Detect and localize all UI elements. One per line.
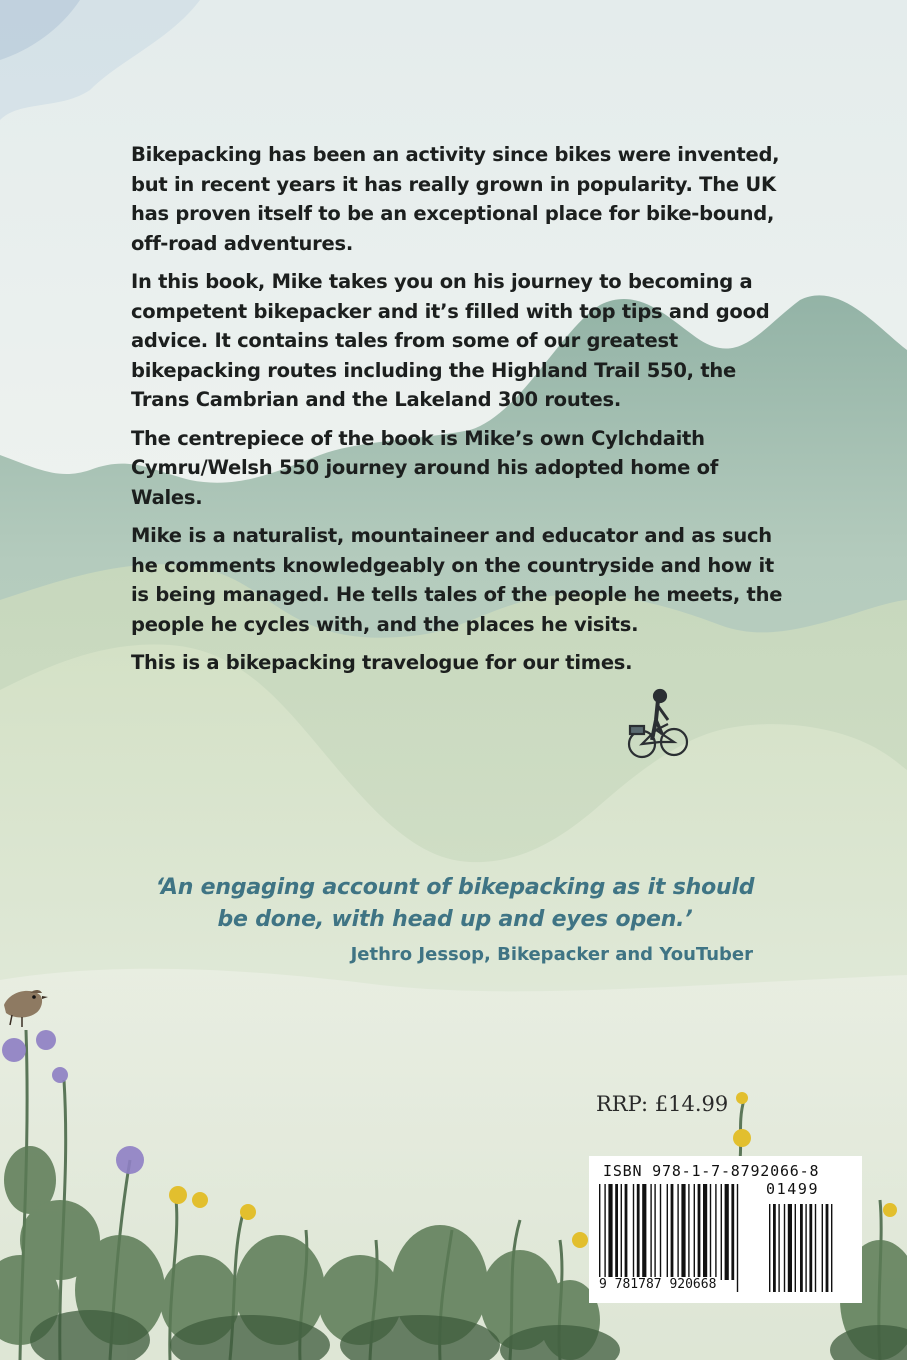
quote-attribution: Jethro Jessop, Bikepacker and YouTuber <box>350 944 753 965</box>
barcode-bar <box>721 1184 722 1280</box>
barcode-bar <box>725 1184 729 1280</box>
barcode-addon-bar <box>831 1204 832 1292</box>
barcode-bar <box>621 1184 622 1280</box>
barcode-bar <box>694 1184 695 1280</box>
review-quote: ‘An engaging account of bikepacking as it should be done, with head up and eyes open.’ <box>155 875 755 932</box>
barcode-bar <box>681 1184 685 1280</box>
barcode-bar <box>599 1184 600 1292</box>
blurb-paragraph: This is a bikepacking travelogue for our times. <box>131 651 633 674</box>
barcode-addon-bar <box>805 1204 806 1292</box>
barcode-bar <box>654 1184 655 1280</box>
barcode-bar <box>608 1184 612 1280</box>
barcode-addon-bar <box>800 1204 803 1292</box>
barcode-addon-bar <box>784 1204 785 1292</box>
isbn-label: ISBN 978-1-7-8792066-8 <box>603 1162 820 1180</box>
barcode-addon-bar <box>788 1204 792 1292</box>
barcode-bar <box>660 1184 661 1280</box>
blurb-paragraph: Mike is a naturalist, mountaineer and educator and as such he comments knowledgeably on the countryside and how it is being managed. He tells tales of the people he meets, the people he cycles with, and the places he visits. <box>131 524 783 636</box>
price-label: RRP: £14.99 <box>596 1092 729 1116</box>
barcode-bar <box>667 1184 668 1280</box>
barcode-addon-bar <box>822 1204 823 1292</box>
blurb-paragraph: The centrepiece of the book is Mike’s own Cylchdaith Cymru/Welsh 550 journey around his adopted home of Wales. <box>131 426 719 509</box>
barcode-addon-bar <box>773 1204 776 1292</box>
barcode-bar <box>688 1184 689 1280</box>
barcode-bar <box>715 1184 716 1280</box>
barcode-bar <box>625 1184 628 1280</box>
barcode-addon-bar <box>809 1204 812 1292</box>
barcode-addon-bar <box>815 1204 816 1292</box>
barcode-bar <box>604 1184 605 1292</box>
barcode-bar <box>677 1184 678 1280</box>
barcode-bar <box>703 1184 707 1280</box>
blurb-paragraph: Bikepacking has been an activity since bikes were invented, but in recent years it has really grown in popularity. The UK has proven itself to be an exceptional place for bike-bound, off-road adventures. <box>131 143 780 255</box>
barcode-price-code: 01499 <box>766 1180 820 1198</box>
barcode-addon-bar <box>795 1204 796 1292</box>
blurb-paragraph: In this book, Mike takes you on his journey to becoming a competent bikepacker and it’s filled with top tips and good advice. It contains tales from some of our greatest bikepacking routes including the Highland Trail 550, the Trans Cambrian and the Lakeland 300 routes. <box>131 270 770 411</box>
barcode-bar <box>710 1184 711 1280</box>
barcode-bar <box>615 1184 618 1280</box>
barcode-addon-bar <box>769 1204 770 1292</box>
barcode-bar <box>698 1184 701 1280</box>
barcode-bar <box>642 1184 646 1280</box>
barcode-bar <box>633 1184 634 1280</box>
barcode-bar <box>650 1184 651 1280</box>
barcode-addon-bar <box>778 1204 779 1292</box>
barcode-bar <box>731 1184 734 1280</box>
blurb <box>131 140 791 687</box>
barcode-digits: 9 781787 920668 <box>599 1277 717 1292</box>
isbn-barcode <box>589 1156 862 1303</box>
barcode-bar <box>737 1184 738 1292</box>
barcode-addon-bar <box>826 1204 829 1292</box>
barcode-bar <box>671 1184 674 1280</box>
barcode-bar <box>637 1184 640 1280</box>
